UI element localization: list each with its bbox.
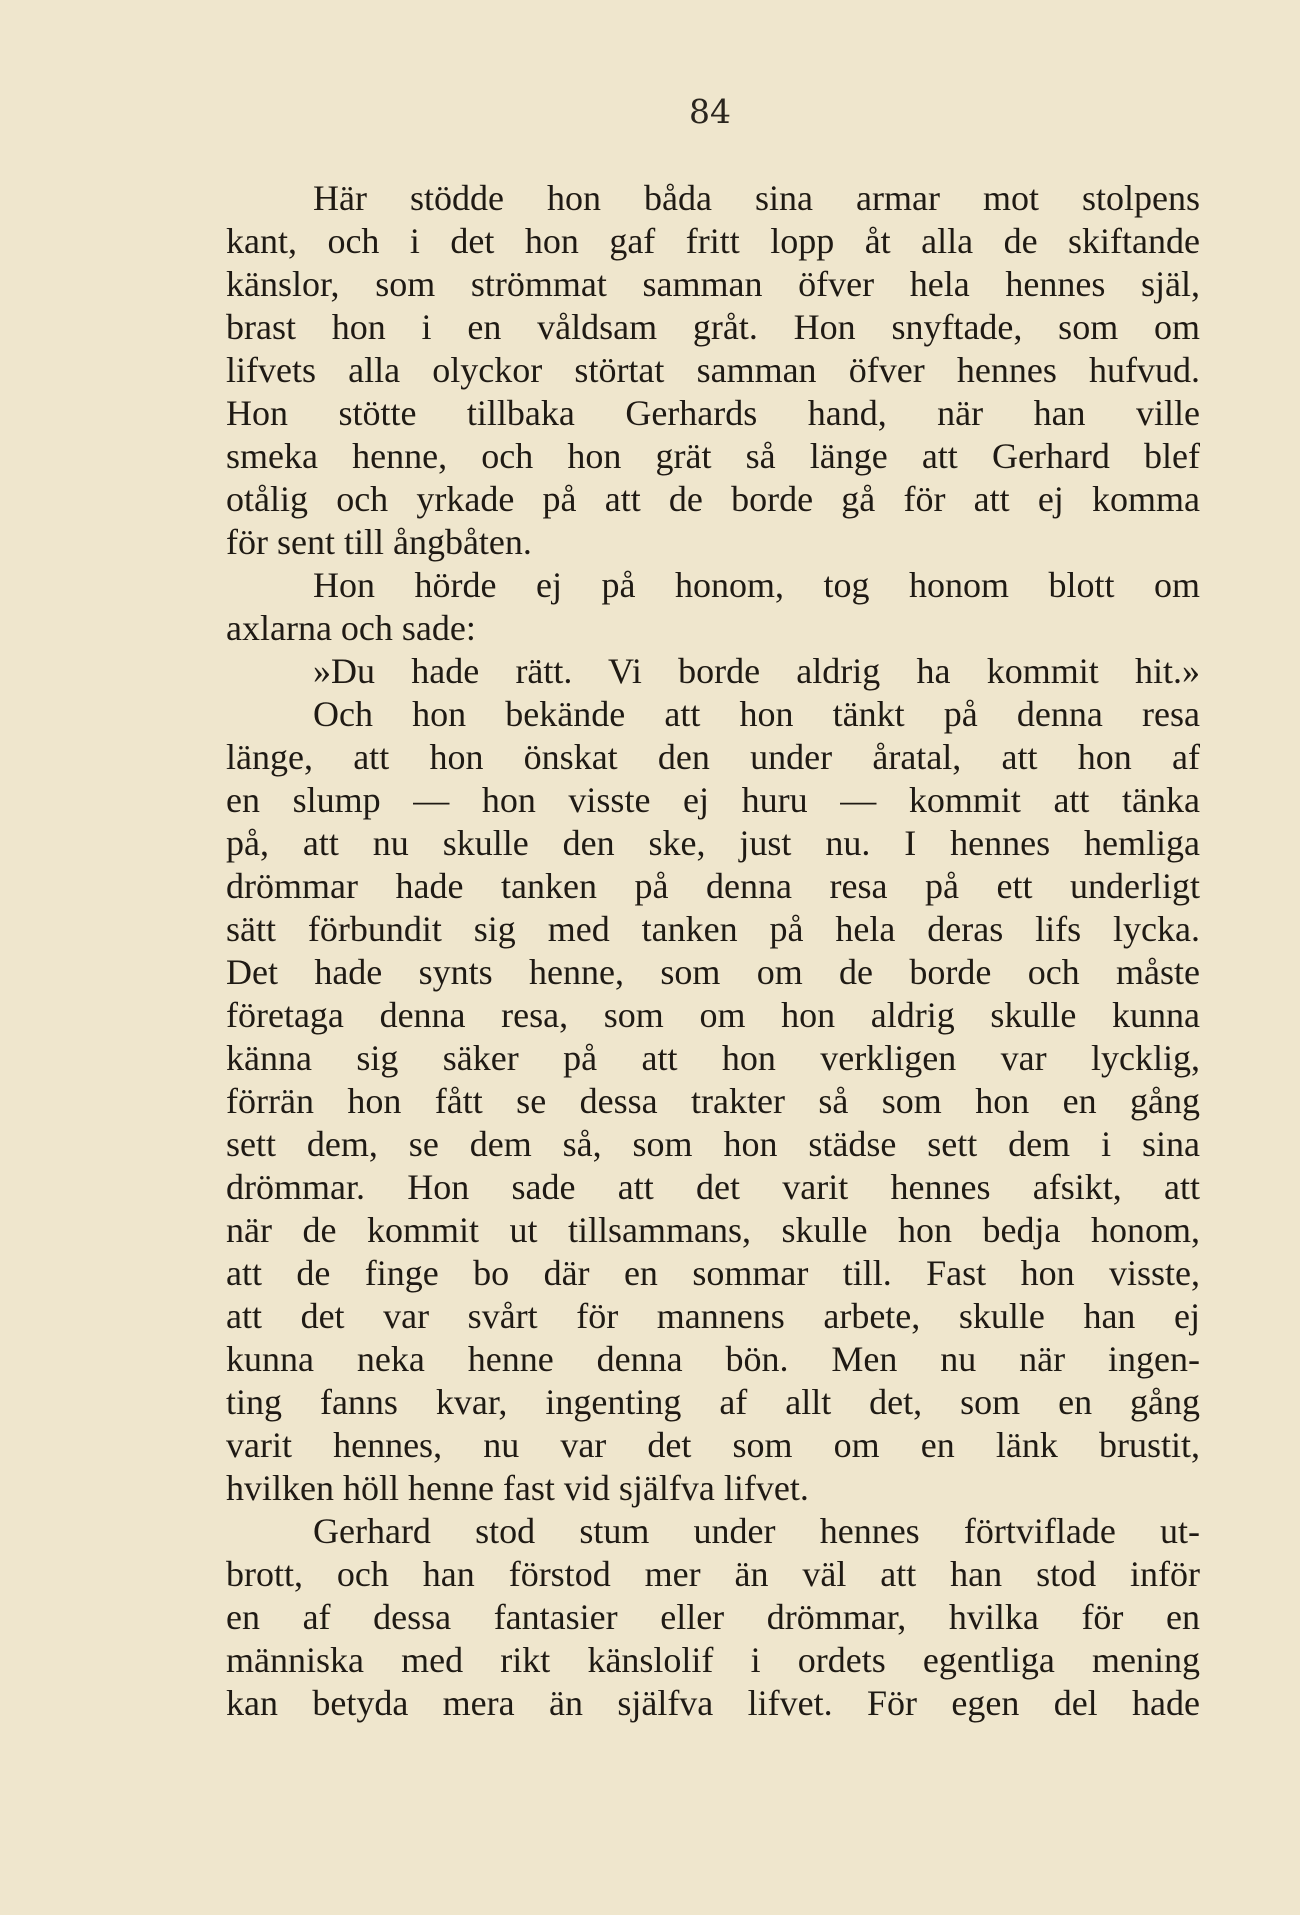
text-line: hvilken höll henne fast vid själfva lifvet. <box>226 1468 809 1508</box>
text-line: axlarna och sade: <box>226 608 476 648</box>
text-line: känna sig säker på att hon verkligen var lycklig, <box>226 1038 1200 1078</box>
text-line: Det hade synts henne, som om de borde och måste <box>226 952 1200 992</box>
text-line: en af dessa fantasier eller drömmar, hvilka för en <box>226 1597 1200 1637</box>
text-line: att det var svårt för mannens arbete, skulle han ej <box>226 1296 1200 1336</box>
text-line: brott, och han förstod mer än väl att han stod inför <box>226 1554 1200 1594</box>
text-line: Och hon bekände att hon tänkt på denna resa <box>313 694 1200 734</box>
text-line: Hon stötte tillbaka Gerhards hand, när han ville <box>226 393 1200 433</box>
text-line: kunna neka henne denna bön. Men nu när ingen- <box>226 1339 1200 1379</box>
text-line: smeka henne, och hon grät så länge att Gerhard blef <box>226 436 1200 476</box>
text-line: kant, och i det hon gaf fritt lopp åt alla de skiftande <box>226 221 1200 261</box>
text-line: Hon hörde ej på honom, tog honom blott om <box>313 565 1200 605</box>
text-line: otålig och yrkade på att de borde gå för att ej komma <box>226 479 1200 519</box>
text-line: drömmar hade tanken på denna resa på ett underligt <box>226 866 1200 906</box>
text-line: företaga denna resa, som om hon aldrig skulle kunna <box>226 995 1200 1035</box>
page-number: 84 <box>689 92 731 131</box>
text-line: kan betyda mera än själfva lifvet. För egen del hade <box>226 1683 1200 1723</box>
text-line: att de finge bo där en sommar till. Fast hon visste, <box>226 1253 1200 1293</box>
text-line: »Du hade rätt. Vi borde aldrig ha kommit hit.» <box>313 651 1200 691</box>
text-line: Här stödde hon båda sina armar mot stolpens <box>313 178 1200 218</box>
text-line: förrän hon fått se dessa trakter så som hon en gång <box>226 1081 1200 1121</box>
text-line: ting fanns kvar, ingenting af allt det, som en gång <box>226 1382 1200 1422</box>
text-line: på, att nu skulle den ske, just nu. I hennes hemliga <box>226 823 1200 863</box>
text-line: drömmar. Hon sade att det varit hennes afsikt, att <box>226 1167 1200 1207</box>
body-text <box>226 177 1200 1725</box>
text-line: sett dem, se dem så, som hon städse sett dem i sina <box>226 1124 1200 1164</box>
text-line: sätt förbundit sig med tanken på hela deras lifs lycka. <box>226 909 1200 949</box>
text-line: människa med rikt känslolif i ordets egentliga mening <box>226 1640 1200 1680</box>
text-line: när de kommit ut tillsammans, skulle hon bedja honom, <box>226 1210 1200 1250</box>
text-line: länge, att hon önskat den under åratal, att hon af <box>226 737 1200 777</box>
text-line: Gerhard stod stum under hennes förtviflade ut- <box>313 1511 1200 1551</box>
text-line: lifvets alla olyckor störtat samman öfver hennes hufvud. <box>226 350 1200 390</box>
text-line: brast hon i en våldsam gråt. Hon snyftade, som om <box>226 307 1200 347</box>
text-line: känslor, som strömmat samman öfver hela hennes själ, <box>226 264 1200 304</box>
text-line: för sent till ångbåten. <box>226 522 532 562</box>
text-line: varit hennes, nu var det som om en länk brustit, <box>226 1425 1200 1465</box>
text-line: en slump — hon visste ej huru — kommit att tänka <box>226 780 1200 820</box>
